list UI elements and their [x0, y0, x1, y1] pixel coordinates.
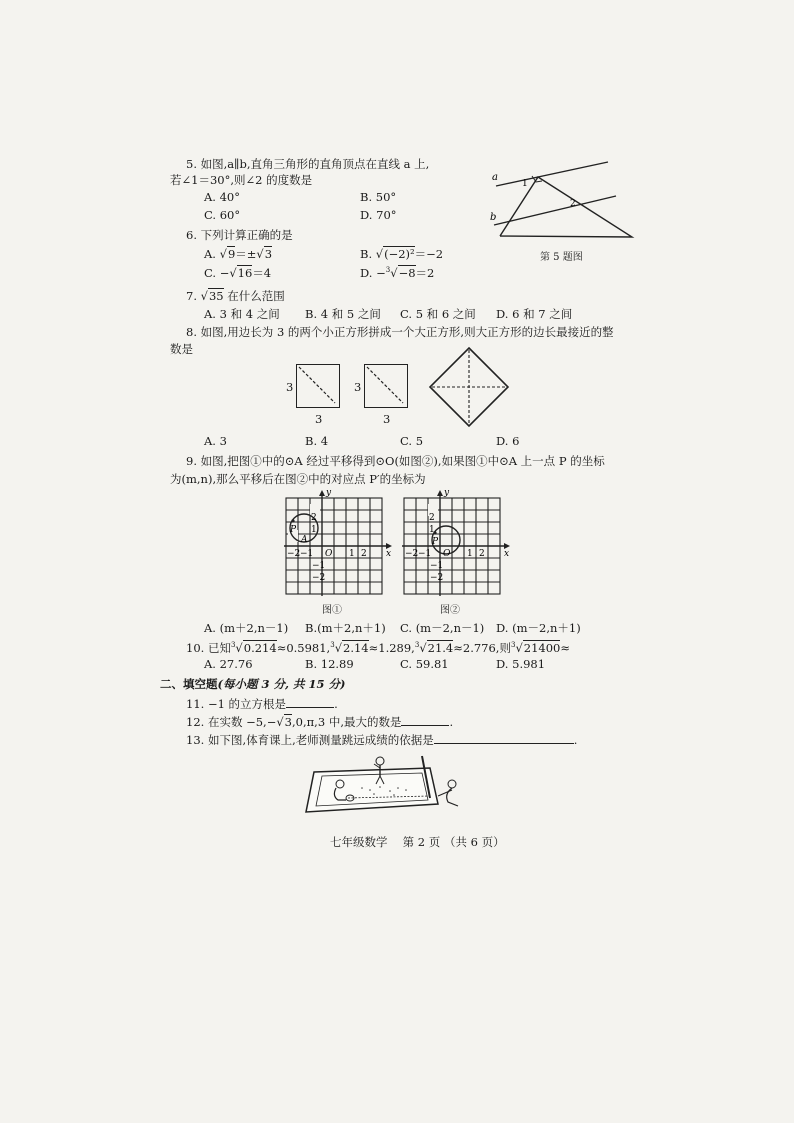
q7-stem: 7. √35 在什么范围	[186, 289, 285, 303]
q5-stem-line1: 5. 如图,a∥b,直角三角形的直角顶点在直线 a 上,	[186, 157, 430, 171]
q8-stem-line2: 数是	[170, 342, 193, 356]
q10-option-a: A. 27.76	[204, 657, 253, 671]
long-jump-illustration	[302, 754, 474, 818]
q8-stem-line1: 8. 如图,用边长为 3 的两个小正方形拼成一个大正方形,则大正方形的边长最接近的整	[186, 325, 614, 339]
section2-heading: 二、填空题(每小题 3 分, 共 15 分)	[160, 677, 346, 691]
q8-square2-bottom-label: 3	[383, 412, 391, 426]
q8-square1-side-label: 3	[286, 380, 294, 394]
q9-fig2-x-n2: −2	[405, 549, 419, 559]
q9-fig2-x-p2: 2	[479, 549, 485, 559]
q8-large-square	[428, 346, 510, 428]
q9-fig1-y-p1: 1	[311, 525, 317, 535]
q7-option-a: A. 3 和 4 之间	[204, 307, 280, 321]
q10-option-d: D. 5.981	[496, 657, 546, 671]
q9-fig2-origin: O	[443, 549, 451, 559]
q9-figure1-caption: 图①	[322, 605, 342, 616]
q9-fig1-point-p: P	[290, 525, 297, 535]
q9-figure2-caption: 图②	[440, 605, 460, 616]
q9-option-d: D. (m－2,n＋1)	[496, 621, 581, 635]
q8-small-square-1	[296, 364, 340, 408]
q10-stem: 10. 已知$^3$√0.214≈0.5981,$^3$√2.14≈1.289,$^3$√21.4≈2.776,则$^3$√21400≈	[186, 641, 570, 655]
q9-fig2-x-label: x	[504, 549, 510, 559]
q9-option-c: C. (m－2,n－1)	[400, 621, 485, 635]
q9-fig2-x-p1: 1	[467, 549, 473, 559]
q9-figure2-grid	[400, 490, 512, 600]
q7-option-d: D. 6 和 7 之间	[496, 307, 573, 321]
q7-option-c: C. 5 和 6 之间	[400, 307, 476, 321]
q8-square1-bottom-label: 3	[315, 412, 323, 426]
q9-fig2-point-p: P	[432, 537, 439, 547]
q11-stem: 11. −1 的立方根是 .	[186, 697, 338, 711]
q9-fig1-x-p1: 1	[349, 549, 355, 559]
q9-fig1-x-label: x	[386, 549, 392, 559]
q5-figure-caption: 第 5 题图	[540, 252, 583, 263]
q9-fig2-y-label: y	[444, 490, 450, 498]
q5-option-b: B. 50°	[360, 190, 397, 204]
q9-fig2-y-n2: −2	[430, 573, 444, 583]
q9-fig1-y-n2: −2	[312, 573, 326, 583]
q9-figure1-grid	[282, 490, 394, 600]
q5-line-b-label: b	[490, 212, 497, 223]
q6-option-c: C. −√16＝4	[204, 266, 272, 280]
q12-stem: 12. 在实数 −5,−√3,0,π,3 中,最大的数是 .	[186, 715, 454, 729]
q10-option-c: C. 59.81	[400, 657, 449, 671]
q5-angle1-label: 1	[522, 179, 528, 189]
q9-option-b: B.(m＋2,n＋1)	[305, 621, 386, 635]
q6-option-d: D. −$^3$√−8＝2	[360, 266, 435, 280]
q8-option-d: D. 6	[496, 434, 520, 448]
q10-option-b: B. 12.89	[305, 657, 354, 671]
q9-stem-line2: 为(m,n),那么平移后在图②中的对应点 P′的坐标为	[170, 472, 426, 486]
q9-fig1-x-n1: −1	[300, 549, 314, 559]
q5-line-a-label: a	[492, 172, 498, 183]
q13-stem: 13. 如下图,体育课上,老师测量跳远成绩的依据是 .	[186, 733, 578, 747]
q6-stem: 6. 下列计算正确的是	[186, 228, 293, 242]
q5-angle2-label: 2	[570, 199, 576, 209]
q5-stem-line2: 若∠1＝30°,则∠2 的度数是	[170, 173, 313, 187]
q9-fig1-y-n1: −1	[312, 561, 326, 571]
q5-option-d: D. 70°	[360, 208, 397, 222]
q9-option-a: A. (m＋2,n－1)	[204, 621, 289, 635]
q9-fig1-origin: O	[325, 549, 333, 559]
q8-small-square-2	[364, 364, 408, 408]
q9-stem-line1: 9. 如图,把图①中的⊙A 经过平移得到⊙O(如图②),如果图①中⊙A 上一点 P 的坐标	[186, 454, 605, 468]
q9-fig1-y-label: y	[326, 490, 332, 498]
q6-option-a: A. √9＝±√3	[204, 247, 273, 261]
q8-square2-side-label: 3	[354, 380, 362, 394]
q9-fig1-y-p2: 2	[311, 513, 317, 523]
q9-fig1-point-a: A	[301, 535, 308, 545]
q9-fig2-y-p2: 2	[429, 513, 435, 523]
q9-fig2-y-n1: −1	[430, 561, 444, 571]
page-footer: 七年级数学 第 2 页 （共 6 页）	[330, 835, 505, 849]
q9-fig2-x-n1: −1	[418, 549, 432, 559]
q9-fig1-x-p2: 2	[361, 549, 367, 559]
q8-option-c: C. 5	[400, 434, 424, 448]
q8-option-a: A. 3	[204, 434, 227, 448]
q6-option-b: B. √(−2)²＝−2	[360, 247, 444, 261]
q8-option-b: B. 4	[305, 434, 329, 448]
q7-option-b: B. 4 和 5 之间	[305, 307, 381, 321]
q9-fig2-y-p1: 1	[429, 525, 435, 535]
q9-fig1-x-n2: −2	[287, 549, 301, 559]
q5-figure	[486, 160, 636, 242]
q5-option-a: A. 40°	[204, 190, 240, 204]
q5-option-c: C. 60°	[204, 208, 241, 222]
